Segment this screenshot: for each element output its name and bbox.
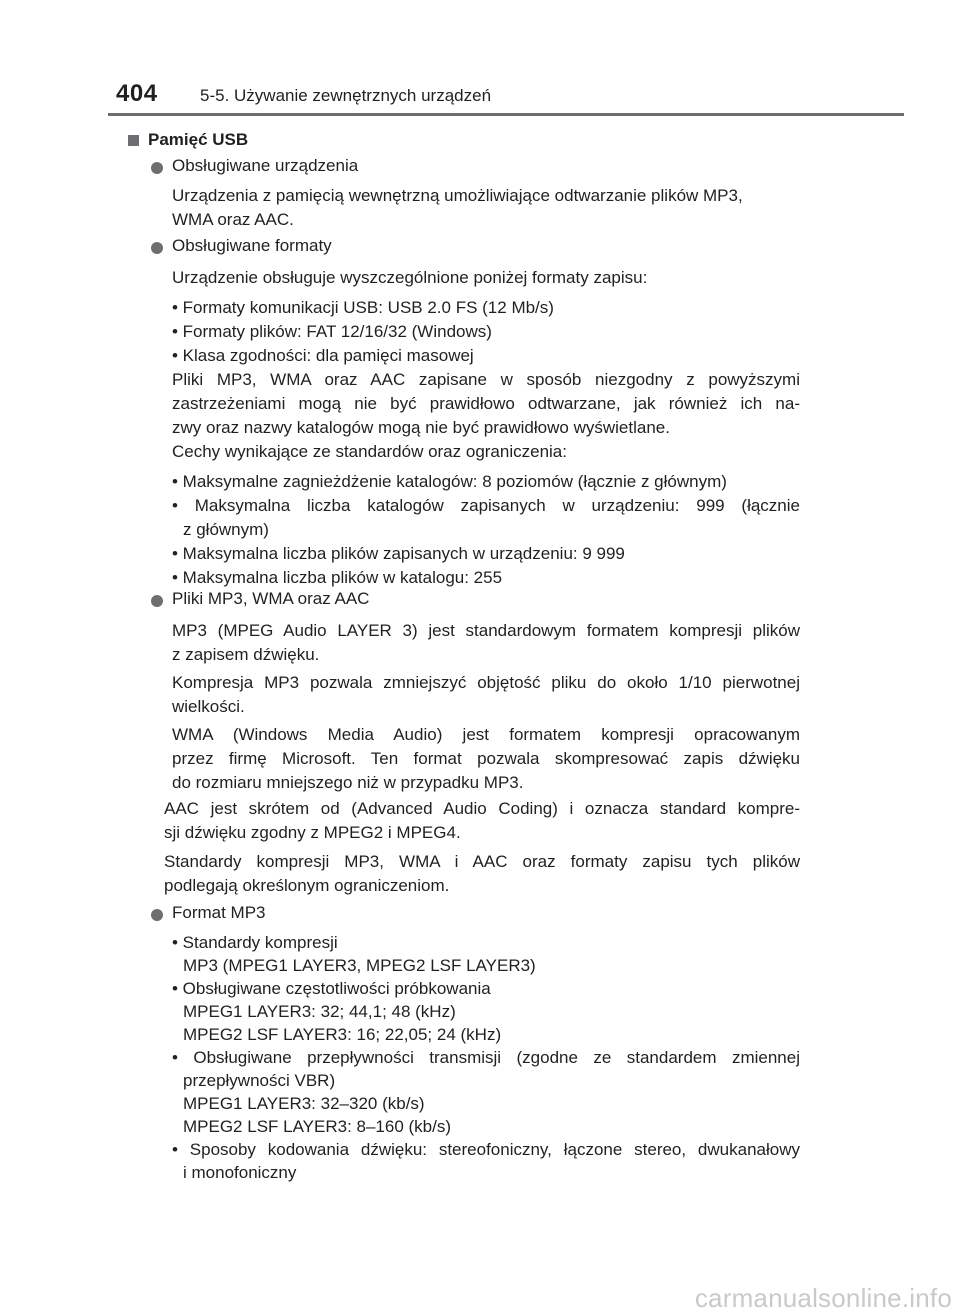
circle-bullet-icon — [151, 595, 163, 607]
paragraph-line: sji dźwięku zgodny z MPEG2 i MPEG4. — [164, 823, 461, 842]
paragraph-line: Standardy kompresji MP3, WMA i AAC oraz formaty zapisu tych plików — [164, 852, 800, 871]
list-item-detail: MPEG2 LSF LAYER3: 16; 22,05; 24 (kHz) — [183, 1025, 502, 1044]
paragraph-line: MP3 (MPEG Audio LAYER 3) jest standardowym formatem kompresji plików — [172, 621, 800, 640]
files-paragraph-5 — [164, 850, 800, 898]
paragraph-line: przez firmę Microsoft. Ten format pozwala skompresować zapis dźwięku — [172, 749, 800, 768]
list-item-detail: przepływności VBR) — [183, 1071, 336, 1090]
list-item-continuation: z głównym) — [183, 520, 269, 539]
list-item-detail: i monofoniczny — [183, 1163, 297, 1182]
limits-intro: Cechy wynikające ze standardów oraz ograniczenia: — [172, 442, 567, 461]
list-item: • Maksymalna liczba katalogów zapisanych w urządzeniu: 999 (łącznie — [172, 496, 800, 515]
page-number: 404 — [116, 80, 158, 107]
devices-line: WMA oraz AAC. — [172, 210, 294, 229]
list-item: • Klasa zgodności: dla pamięci masowej — [172, 346, 474, 365]
list-item: • Sposoby kodowania dźwięku: stereofoniczny, łączone stereo, dwukanałowy — [172, 1140, 800, 1159]
circle-bullet-icon — [151, 909, 163, 921]
list-item-detail: MP3 (MPEG1 LAYER3, MPEG2 LSF LAYER3) — [183, 956, 536, 975]
list-item: • Standardy kompresji — [172, 933, 338, 952]
section-title: Pamięć USB — [148, 130, 249, 149]
list-item: • Formaty plików: FAT 12/16/32 (Windows) — [172, 322, 492, 341]
files-paragraph-4 — [164, 797, 800, 845]
formats-intro: Urządzenie obsługuje wyszczególnione poniżej formaty zapisu: — [172, 268, 648, 287]
note-line: zwy oraz nazwy katalogów mogą nie być prawidłowo wyświetlane. — [172, 418, 670, 437]
paragraph-line: AAC jest skrótem od (Advanced Audio Coding) i oznacza standard kompre- — [164, 799, 800, 818]
note-line: Pliki MP3, WMA oraz AAC zapisane w sposób niezgodny z powyższymi — [172, 370, 800, 389]
paragraph-line: Kompresja MP3 pozwala zmniejszyć objętość pliku do około 1/10 pierwotnej — [172, 673, 800, 692]
header-rule — [108, 113, 904, 116]
paragraph-line: z zapisem dźwięku. — [172, 645, 320, 664]
running-header-title: 5-5. Używanie zewnętrznych urządzeń — [200, 86, 492, 105]
paragraph-line: do rozmiaru mniejszego niż w przypadku MP3. — [172, 773, 524, 792]
circle-bullet-icon — [151, 242, 163, 254]
devices-line: Urządzenia z pamięcią wewnętrzną umożliwiające odtwarzanie plików MP3, — [172, 186, 743, 205]
circle-bullet-icon — [151, 162, 163, 174]
paragraph-line: podlegają określonym ograniczeniom. — [164, 876, 450, 895]
list-item: • Obsługiwane przepływności transmisji (zgodne ze standardem zmiennej — [172, 1048, 800, 1067]
paragraph-line: WMA (Windows Media Audio) jest formatem kompresji opracowanym — [172, 725, 800, 744]
list-item-detail: MPEG2 LSF LAYER3: 8–160 (kb/s) — [183, 1117, 452, 1136]
list-item: • Formaty komunikacji USB: USB 2.0 FS (12 Mb/s) — [172, 298, 554, 317]
formats-list — [172, 296, 800, 440]
list-item: • Maksymalna liczba plików zapisanych w urządzeniu: 9 999 — [172, 544, 625, 563]
list-item: • Maksymalna liczba plików w katalogu: 255 — [172, 568, 503, 587]
subsection-title-formats: Obsługiwane formaty — [172, 236, 332, 255]
subsection-title-devices: Obsługiwane urządzenia — [172, 156, 359, 175]
list-item: • Maksymalne zagnieżdżenie katalogów: 8 poziomów (łącznie z głównym) — [172, 472, 727, 491]
files-paragraph-3 — [172, 723, 800, 795]
list-item-detail: MPEG1 LAYER3: 32–320 (kb/s) — [183, 1094, 425, 1113]
list-item: • Obsługiwane częstotliwości próbkowania — [172, 979, 491, 998]
paragraph-line: wielkości. — [172, 697, 245, 716]
files-paragraph-2 — [172, 671, 800, 719]
subsection-title-mp3: Format MP3 — [172, 903, 266, 922]
note-line: zastrzeżeniami mogą nie być prawidłowo odtwarzane, jak również ich na- — [172, 394, 800, 413]
square-bullet-icon — [128, 135, 139, 146]
mp3-format-list — [172, 931, 800, 1184]
limits-list — [172, 470, 800, 590]
watermark-text: carmanualsonline.info — [694, 1283, 952, 1313]
list-item-detail: MPEG1 LAYER3: 32; 44,1; 48 (kHz) — [183, 1002, 456, 1021]
subsection-title-files: Pliki MP3, WMA oraz AAC — [172, 589, 370, 608]
devices-paragraph — [172, 184, 800, 232]
files-paragraph-1 — [172, 619, 800, 667]
